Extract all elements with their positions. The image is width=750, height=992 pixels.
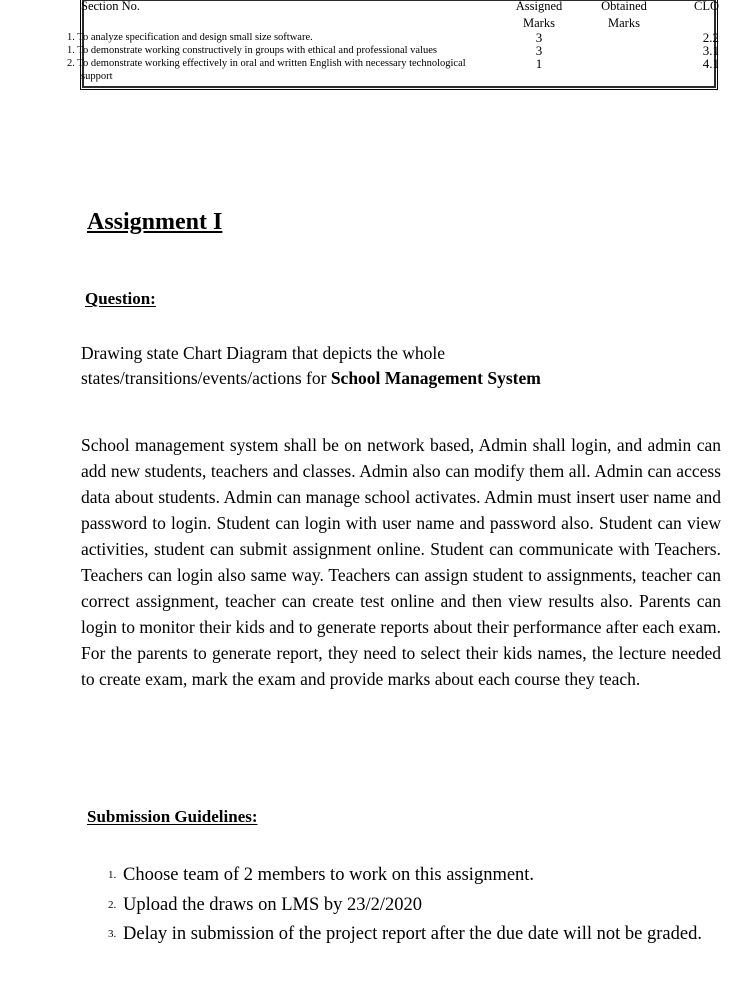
clo-table-header	[81, 0, 719, 31]
list-item-label: Delay in submission of the project report after the due date will not be graded.	[123, 924, 702, 944]
row-obtained-marks	[583, 31, 665, 44]
clo-table-body	[67, 30, 719, 89]
list-item-label: Upload the draws on LMS by 23/2/2020	[123, 894, 423, 915]
spacer-cell	[583, 83, 665, 89]
question-intro	[81, 341, 551, 391]
list-item	[108, 861, 718, 891]
list-item-label: Choose team of 2 members to work on this assignment.	[123, 865, 535, 885]
table-row	[81, 57, 719, 83]
row-assigned-marks: 3	[535, 43, 543, 58]
column-header-assigned-line1: Assigned	[515, 0, 563, 13]
row-clo: 3.1	[702, 43, 719, 58]
list-item	[108, 891, 718, 921]
table-row	[81, 44, 719, 57]
clo-table	[67, 0, 719, 89]
column-header-assigned-line2: Marks	[523, 15, 555, 30]
row-description: 1. To analyze specification and design small size software.	[67, 32, 313, 43]
page-title: Assignment I	[87, 209, 223, 235]
column-header-obtained-marks	[583, 0, 665, 31]
submission-guidelines-list	[108, 861, 718, 950]
submission-guidelines-heading: Submission Guidelines:	[87, 807, 258, 826]
list-item-marker: 3.	[108, 928, 117, 940]
column-header-clo: CLO	[694, 0, 719, 13]
table-row	[81, 31, 719, 44]
question-heading: Question:	[85, 289, 156, 308]
row-assigned-marks: 3	[535, 30, 543, 45]
row-assigned-marks: 1	[535, 56, 543, 71]
question-intro-line2: states/transitions/events/actions for	[81, 368, 331, 388]
row-obtained-marks	[583, 44, 665, 57]
row-clo: 2.2	[702, 30, 719, 45]
column-header-section-no: Section No.	[81, 0, 141, 13]
spacer-cell	[495, 83, 583, 89]
list-item-marker: 1.	[108, 869, 117, 881]
row-description: 1. To demonstrate working constructively in groups with ethical and professional values	[67, 45, 437, 56]
column-header-assigned-marks	[495, 0, 583, 31]
question-intro-line1: Drawing state Chart Diagram that depicts the whole	[81, 343, 445, 363]
spacer-cell	[665, 83, 719, 89]
row-clo: 4.1	[702, 56, 719, 71]
clo-assessment-table	[67, 0, 719, 90]
list-item	[108, 920, 718, 950]
row-obtained-marks	[583, 57, 665, 83]
table-header-row	[81, 0, 719, 31]
table-bottom-spacer	[81, 83, 719, 89]
assignment-description: School management system shall be on network based, Admin shall login, and admin can add new students, teachers and classes. Admin also can modify them all. Admin can access data about students. Admin can manage school activates. Admin must insert user name and password to login. Student can login with user name and password also. Student can view activities, student can submit assignment online. Student can communicate with Teachers. Teachers can login also same way. Teachers can assign student to assignments, teacher can correct assignment, teacher can create test online and then view results also. Parents can login to monitor their kids and to generate reports about their performance after each exam. For the parents to generate report, they need to select their kids names, the lecture needed to create exam, mark the exam and provide marks about each course they teach.	[81, 434, 721, 689]
list-item-marker: 2.	[108, 898, 117, 911]
column-header-obtained-line1: Obtained	[601, 0, 647, 13]
row-description: 2. To demonstrate working effectively in oral and written English with necessary technological support	[67, 58, 466, 82]
column-header-obtained-line2: Marks	[608, 15, 640, 30]
question-intro-subject: School Management System	[330, 368, 541, 388]
spacer-cell	[81, 83, 495, 89]
